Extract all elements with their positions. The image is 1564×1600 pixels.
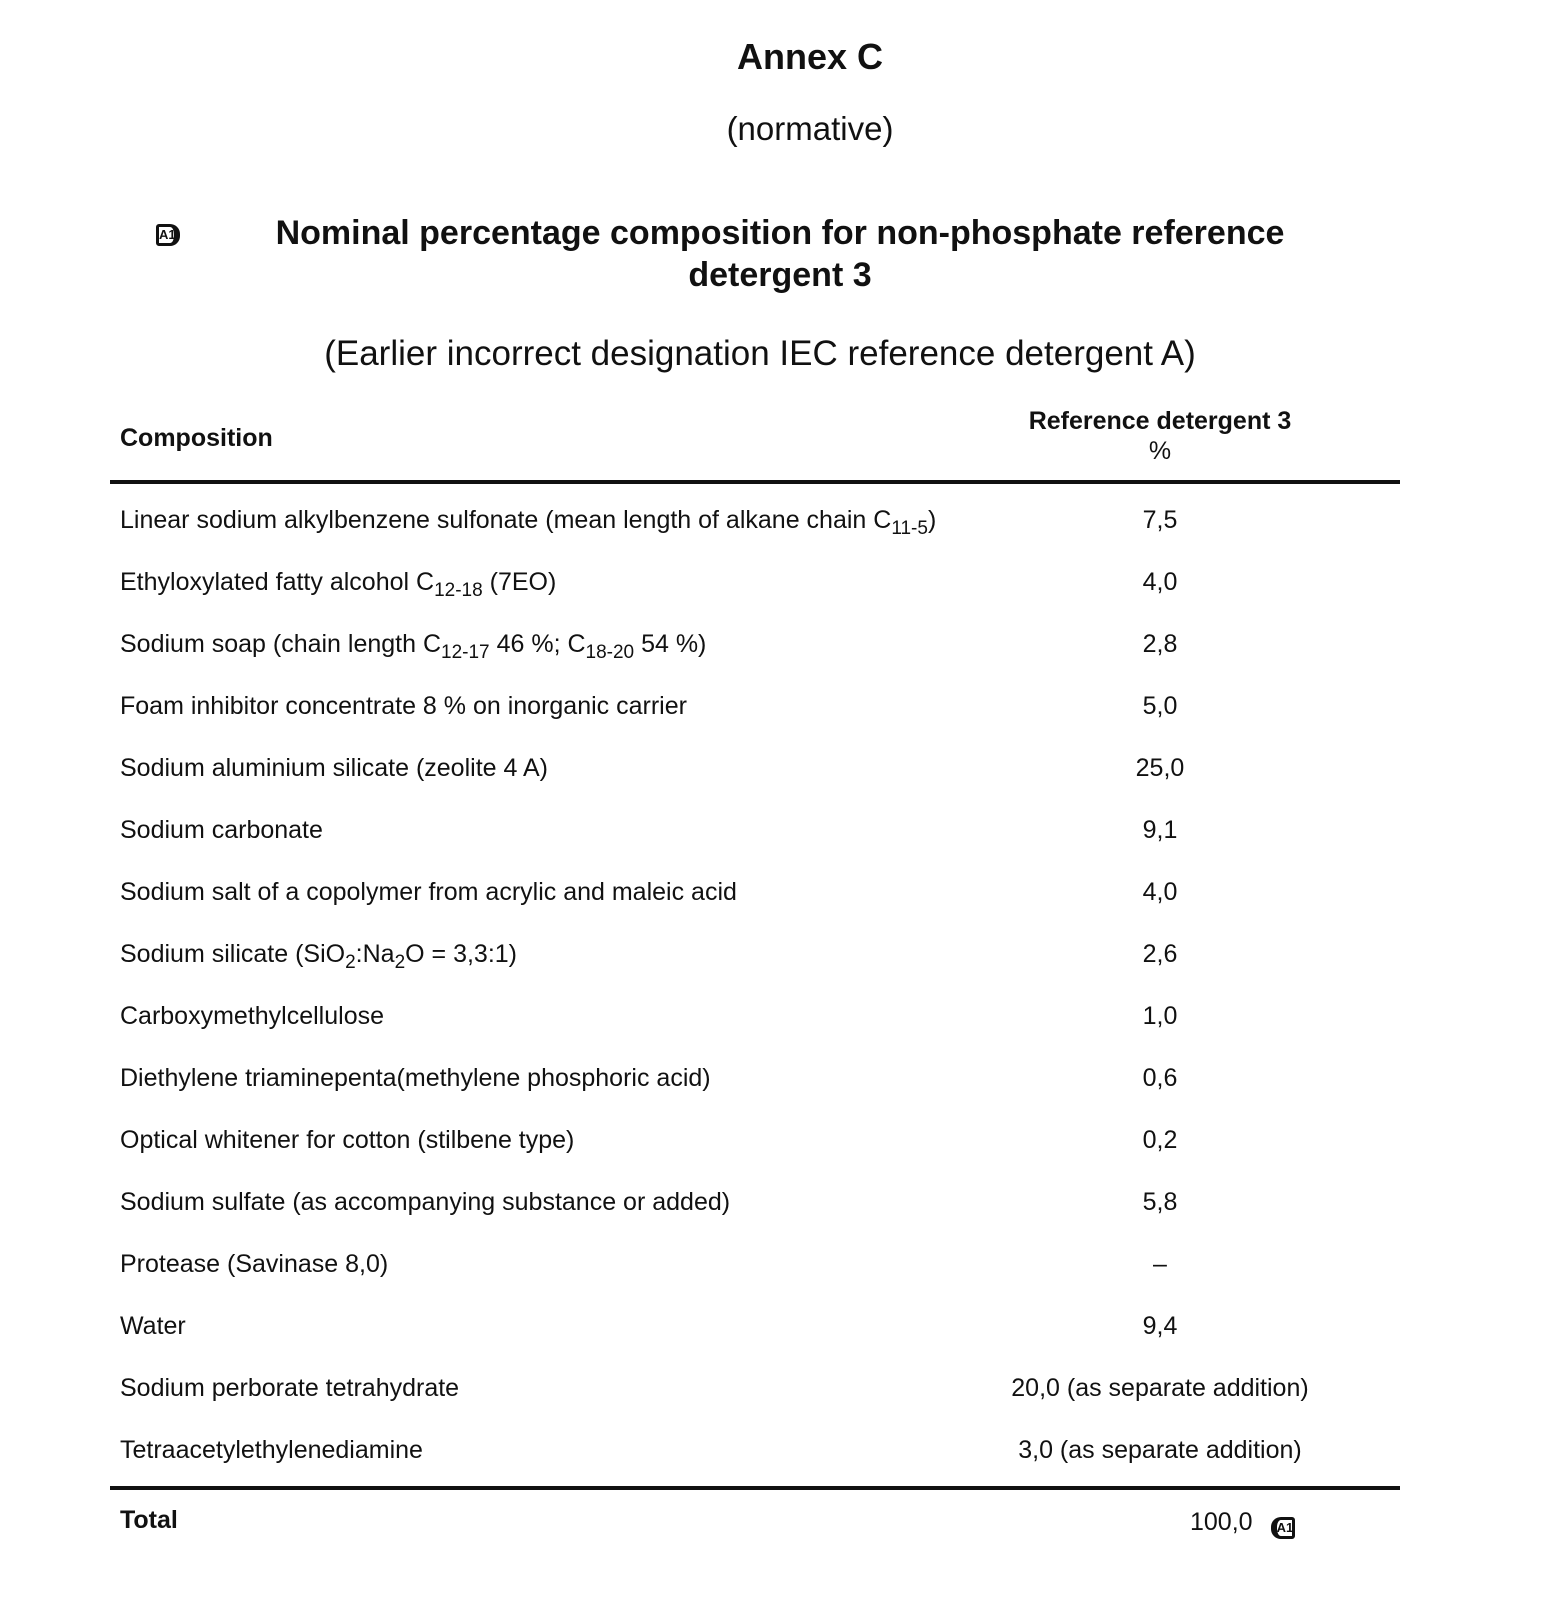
table-total-row [110,1490,1400,1550]
composition-percentage: 5,8 [1142,1188,1178,1216]
table-row [110,1418,1400,1480]
annex-normative-label: (normative) [726,110,894,147]
table-row [110,674,1400,736]
table-row [110,922,1400,984]
table-header [110,400,1400,484]
name-text: Sodium carbonate [120,816,323,844]
name-text: Diethylene triaminepenta(methylene phosphoric acid) [120,1064,711,1092]
name-text: Sodium silicate (SiO [120,940,346,968]
total-value: 100,0 [1190,1508,1253,1536]
subscript: 18-20 [585,642,635,663]
name-text: Tetraacetylethylenediamine [120,1436,423,1464]
subscript: 12-17 [441,642,490,663]
table-row [110,550,1400,612]
table-row [110,1232,1400,1294]
composition-percentage: 4,0 [1142,878,1178,906]
name-text: :Na [355,940,395,968]
amendment-end-marker-icon: A1 [1271,1517,1295,1539]
composition-name [120,568,557,601]
composition-percentage: 20,0 (as separate addition) [1011,1374,1309,1402]
table-body [110,484,1400,1490]
column-header-unit: % [1148,437,1172,465]
composition-percentage: 3,0 (as separate addition) [1018,1436,1302,1464]
name-text: Sodium aluminium silicate (zeolite 4 A) [120,754,548,782]
name-text: Linear sodium alkylbenzene sulfonate (mean length of alkane chain C [120,506,892,534]
name-text: Foam inhibitor concentrate 8 % on inorganic carrier [120,692,687,720]
name-text: Optical whitener for cotton (stilbene type) [120,1126,575,1154]
name-text: Protease (Savinase 8,0) [120,1250,389,1278]
column-header-composition: Composition [120,424,273,452]
composition-percentage: 9,1 [1142,816,1178,844]
heading-line-2: detergent 3 [688,256,872,294]
composition-name [120,878,737,907]
composition-name [120,754,548,783]
composition-percentage: 25,0 [1135,754,1185,782]
composition-name [120,816,323,845]
composition-percentage: 0,6 [1142,1064,1178,1092]
name-text: O = 3,3:1) [405,940,518,968]
composition-percentage: 1,0 [1142,1002,1178,1030]
table-row [110,488,1400,550]
name-text: (7EO) [482,568,557,596]
composition-percentage: 9,4 [1142,1312,1178,1340]
table-row [110,1108,1400,1170]
table-row [110,798,1400,860]
composition-name [120,630,707,663]
name-text: Ethyloxylated fatty alcohol C [120,568,435,596]
composition-name [120,940,518,973]
composition-name [120,1188,730,1217]
name-text: Sodium salt of a copolymer from acrylic and maleic acid [120,878,737,906]
composition-table [110,400,1400,1550]
column-header-reference-label: Reference detergent 3 [1028,407,1292,435]
name-text: Carboxymethylcellulose [120,1002,385,1030]
composition-percentage: 2,8 [1142,630,1178,658]
composition-name [120,1064,711,1093]
table-row [110,984,1400,1046]
composition-percentage: 7,5 [1142,506,1178,534]
annex-title: Annex C [736,36,884,77]
name-text: Sodium sulfate (as accompanying substance or added) [120,1188,731,1216]
column-header-reference [950,406,1370,466]
composition-name [120,1436,423,1465]
table-row [110,1170,1400,1232]
table-row [110,1046,1400,1108]
composition-percentage: 5,0 [1142,692,1178,720]
composition-name [120,506,937,539]
total-label: Total [120,1506,178,1534]
heading-line-1: Nominal percentage composition for non-phosphate reference [275,214,1285,252]
name-text: Sodium perborate tetrahydrate [120,1374,460,1402]
amendment-start-marker-icon: A1 [156,224,180,246]
name-text: 54 %) [634,630,707,658]
name-text: ) [927,506,937,534]
subscript: 11-5 [891,518,928,539]
table-row [110,1356,1400,1418]
subscript: 2 [345,952,356,973]
name-text: 46 %; C [489,630,586,658]
table-row [110,612,1400,674]
subscript: 2 [394,952,406,973]
name-text: Water [120,1312,186,1340]
composition-name [120,1002,384,1031]
table-row [110,736,1400,798]
table-row [110,860,1400,922]
table-row [110,1294,1400,1356]
composition-name [120,692,687,721]
composition-name [120,1312,186,1341]
composition-percentage: 2,6 [1142,940,1178,968]
table-heading [150,212,1410,296]
composition-percentage: 0,2 [1142,1126,1178,1154]
composition-percentage: 4,0 [1142,568,1178,596]
composition-name [120,1374,459,1403]
composition-name [120,1126,574,1155]
composition-name [120,1250,388,1279]
name-text: Sodium soap (chain length C [120,630,442,658]
earlier-designation-note: (Earlier incorrect designation IEC reference detergent A) [324,334,1196,373]
composition-percentage: – [1153,1250,1167,1278]
total-value-cell [1190,1508,1295,1539]
subscript: 12-18 [434,580,483,601]
